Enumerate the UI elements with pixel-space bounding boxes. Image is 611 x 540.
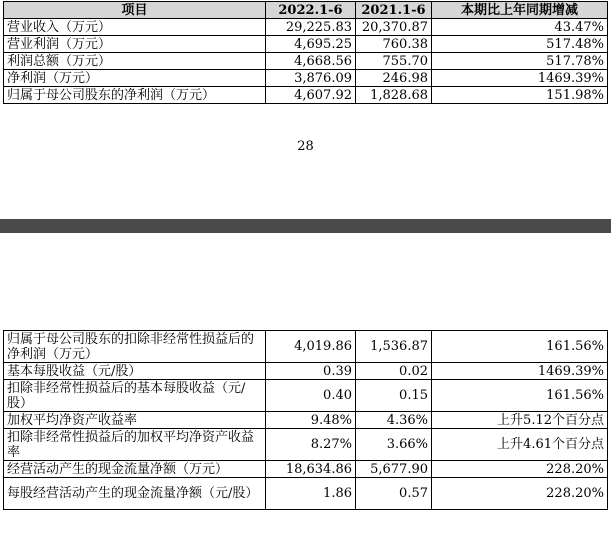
table-row [4, 429, 608, 461]
header-2022: 2022.1-6 [266, 2, 356, 19]
value-2021: 0.02 [356, 363, 432, 380]
value-2021: 3.66% [356, 429, 432, 461]
header-item: 项目 [4, 2, 266, 19]
header-2021: 2021.1-6 [356, 2, 432, 19]
value-2022: 29,225.83 [266, 19, 356, 36]
table-row [4, 36, 608, 53]
value-2021: 755.70 [356, 53, 432, 70]
table-row [4, 412, 608, 429]
value-change: 228.20% [432, 461, 608, 478]
table-row [4, 70, 608, 87]
value-2021: 1,828.68 [356, 87, 432, 104]
table-row [4, 19, 608, 36]
header-change: 本期比上年同期增减 [432, 2, 608, 19]
value-2021: 246.98 [356, 70, 432, 87]
value-2021: 4.36% [356, 412, 432, 429]
financial-summary-table [3, 1, 608, 104]
value-2021: 20,370.87 [356, 19, 432, 36]
row-label: 每股经营活动产生的现金流量净额（元/股） [4, 478, 266, 510]
value-2022: 4,668.56 [266, 53, 356, 70]
value-2022: 4,607.92 [266, 87, 356, 104]
value-change: 161.56% [432, 331, 608, 363]
value-change: 517.78% [432, 53, 608, 70]
row-label: 营业收入（万元） [4, 19, 266, 36]
row-label: 归属于母公司股东的净利润（万元） [4, 87, 266, 104]
value-2022: 4,695.25 [266, 36, 356, 53]
value-change: 517.48% [432, 36, 608, 53]
value-2022: 8.27% [266, 429, 356, 461]
value-2021: 760.38 [356, 36, 432, 53]
value-2022: 3,876.09 [266, 70, 356, 87]
value-change: 228.20% [432, 478, 608, 510]
table-row [4, 53, 608, 70]
value-change: 上升4.61个百分点 [432, 429, 608, 461]
value-2022: 4,019.86 [266, 331, 356, 363]
value-change: 43.47% [432, 19, 608, 36]
value-change: 161.56% [432, 380, 608, 412]
value-2022: 0.39 [266, 363, 356, 380]
value-2022: 18,634.86 [266, 461, 356, 478]
financial-summary-table-continued [3, 330, 608, 510]
row-label: 扣除非经常性损益后的加权平均净资产收益率 [4, 429, 266, 461]
value-2021: 0.57 [356, 478, 432, 510]
table-row [4, 478, 608, 510]
row-label: 营业利润（万元） [4, 36, 266, 53]
table-row [4, 461, 608, 478]
value-2021: 5,677.90 [356, 461, 432, 478]
value-2021: 1,536.87 [356, 331, 432, 363]
value-change: 1469.39% [432, 70, 608, 87]
value-change: 上升5.12个百分点 [432, 412, 608, 429]
row-label: 加权平均净资产收益率 [4, 412, 266, 429]
row-label: 经营活动产生的现金流量净额（万元） [4, 461, 266, 478]
row-label: 净利润（万元） [4, 70, 266, 87]
value-change: 151.98% [432, 87, 608, 104]
table-row [4, 87, 608, 104]
value-2022: 0.40 [266, 380, 356, 412]
value-2022: 9.48% [266, 412, 356, 429]
page-divider [0, 219, 611, 233]
value-2021: 0.15 [356, 380, 432, 412]
table-row [4, 380, 608, 412]
row-label: 归属于母公司股东的扣除非经常性损益后的净利润（万元） [4, 331, 266, 363]
page-number: 28 [297, 139, 314, 154]
value-change: 1469.39% [432, 363, 608, 380]
row-label: 基本每股收益（元/股） [4, 363, 266, 380]
table-row [4, 363, 608, 380]
table-row [4, 331, 608, 363]
table-header-row [4, 2, 608, 19]
value-2022: 1.86 [266, 478, 356, 510]
row-label: 利润总额（万元） [4, 53, 266, 70]
row-label: 扣除非经常性损益后的基本每股收益（元/股） [4, 380, 266, 412]
